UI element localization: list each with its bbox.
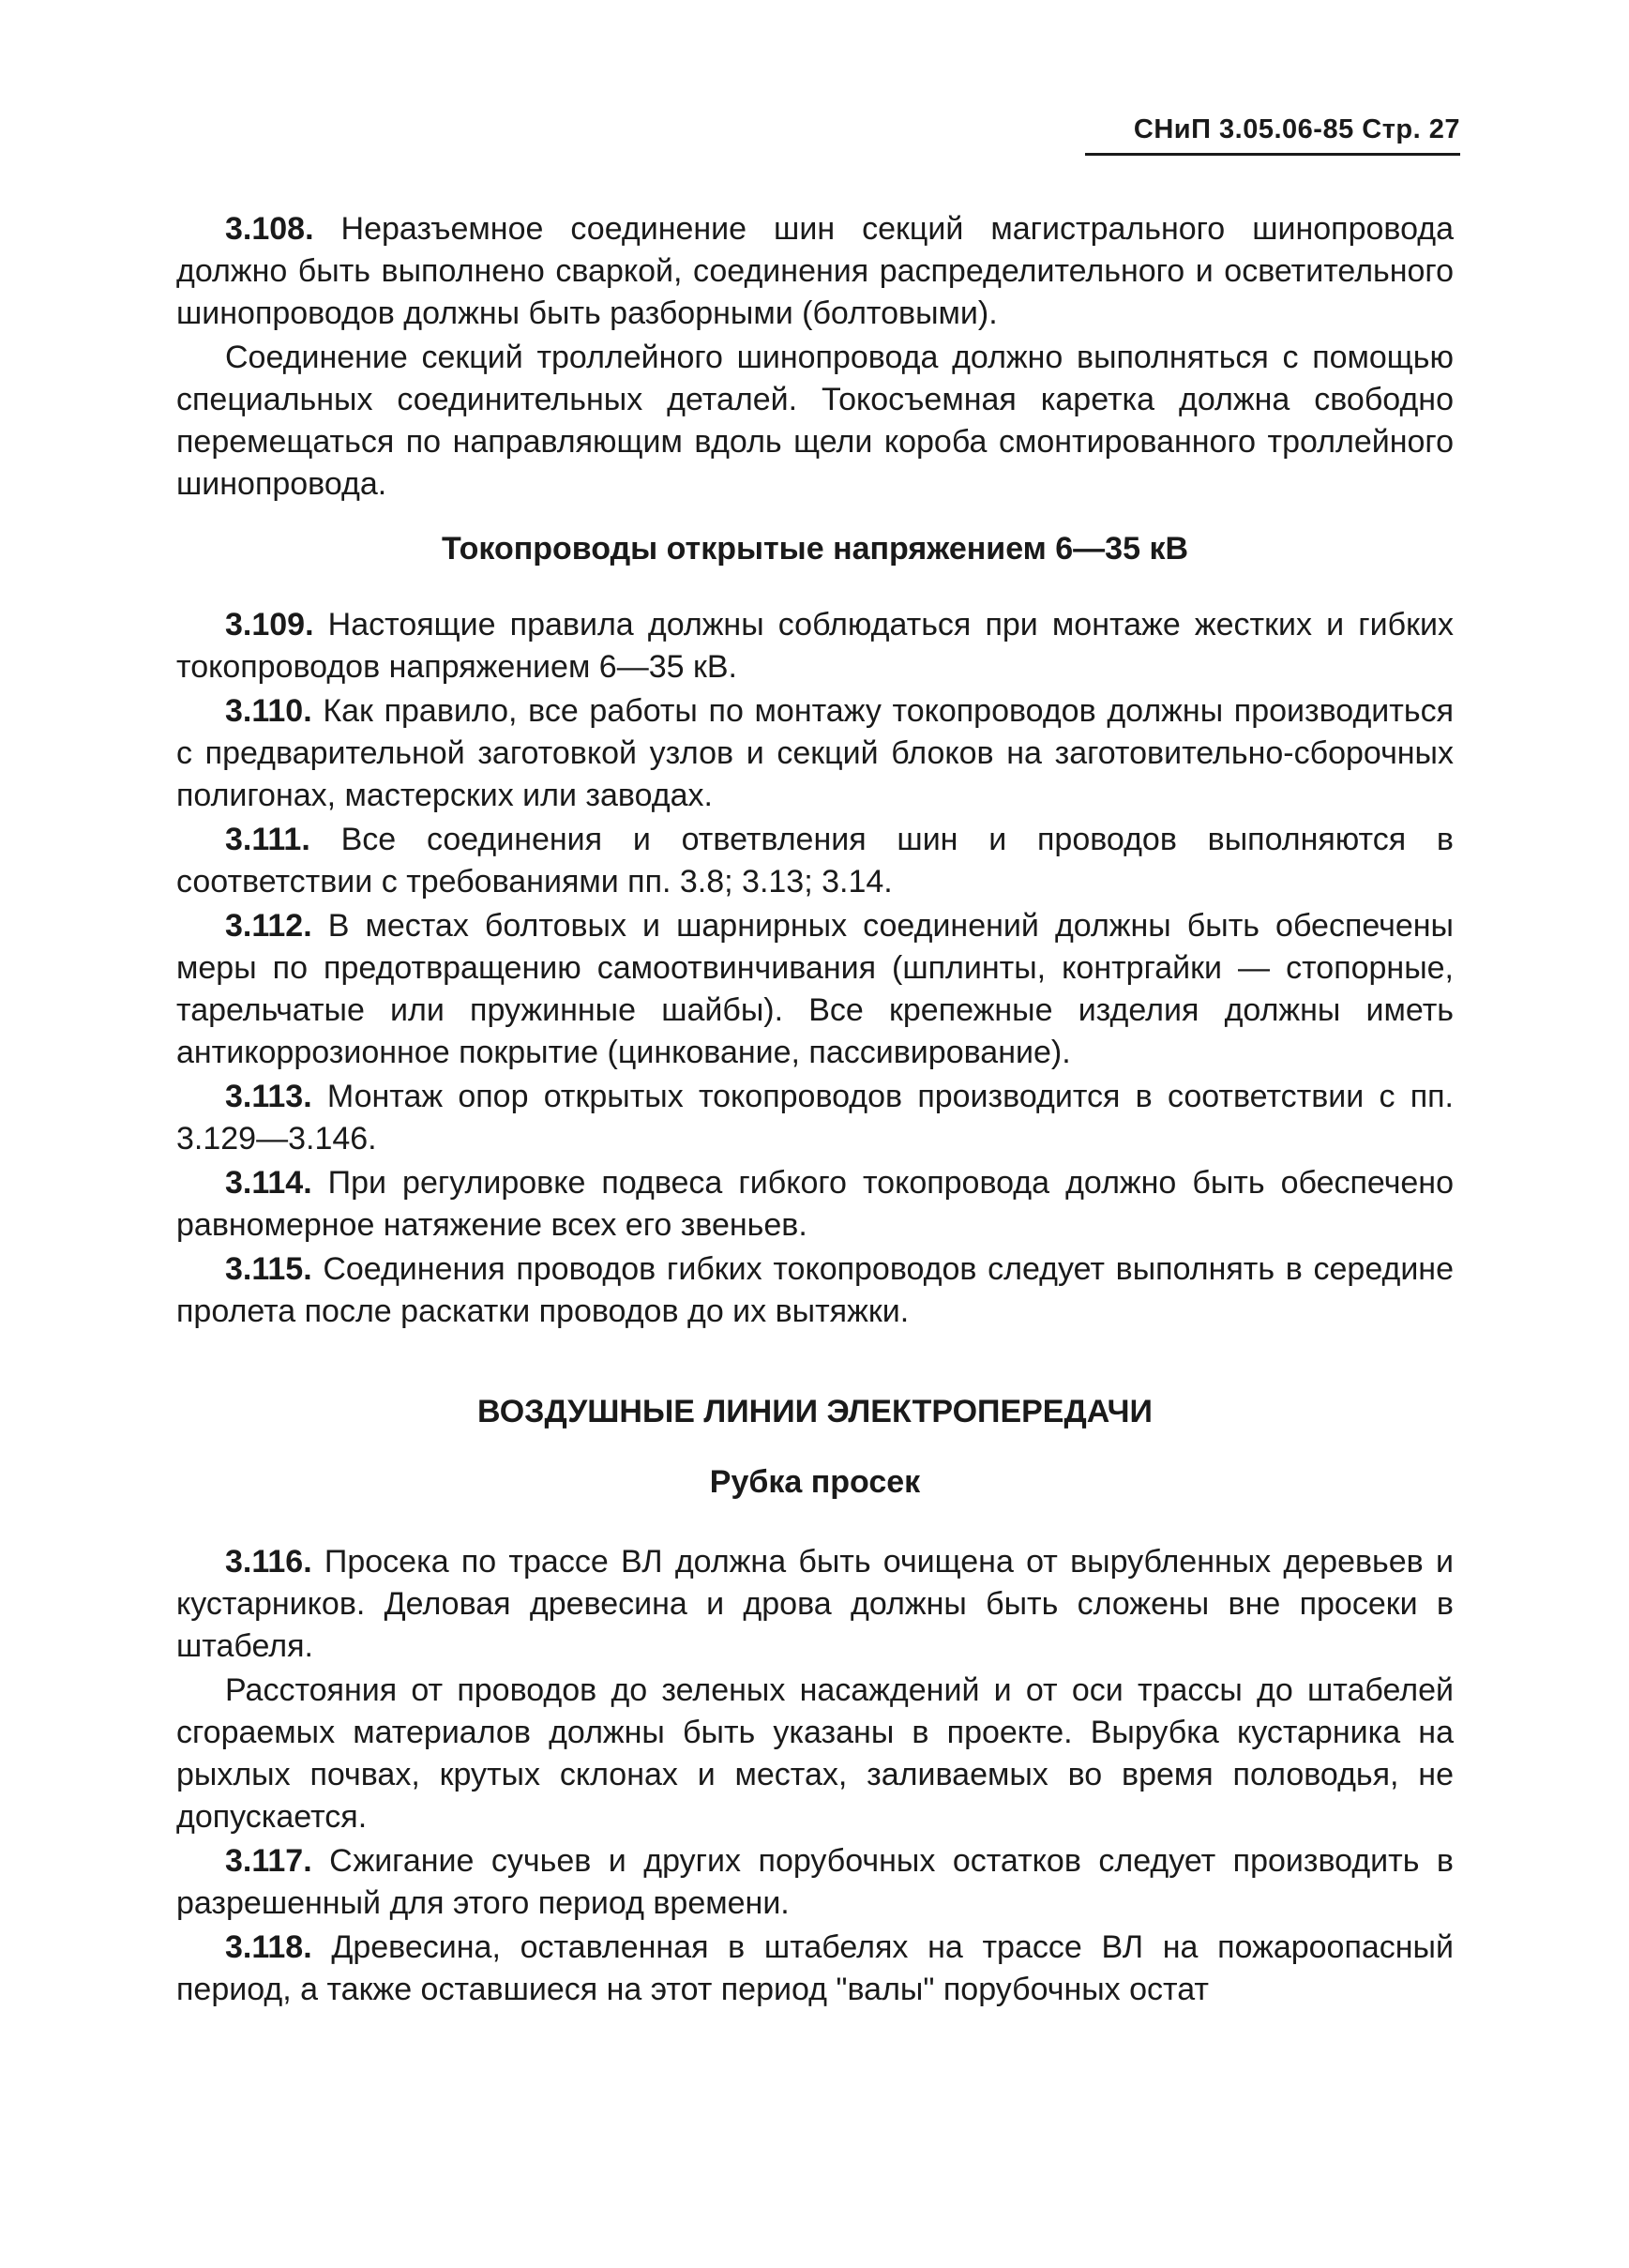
paragraph-text: Неразъемное соединение шин секций магистрального шинопровода должно быть выполнено сваркой, соединения распределительного и осветительного шинопроводов должны быть разборными (болтовыми).	[176, 211, 1454, 331]
clause-number: 3.113.	[225, 1079, 312, 1114]
page-header: СНиП 3.05.06-85 Стр. 27	[1085, 114, 1460, 156]
heading-overhead-lines: ВОЗДУШНЫЕ ЛИНИИ ЭЛЕКТРОПЕРЕДАЧИ	[477, 1394, 1153, 1429]
paragraph-text: Все соединения и ответвления шин и проводов выполняются в соответствии с требованиями пп. 3.8; 3.13; 3.14.	[176, 822, 1454, 900]
paragraph-3-114	[176, 1162, 1454, 1247]
paragraph-3-118	[176, 1927, 1454, 2011]
paragraph-3-115	[176, 1248, 1454, 1333]
clause-number: 3.115.	[225, 1251, 312, 1287]
paragraph-text: Соединения проводов гибких токопроводов следует выполнять в середине пролета после раскатки проводов до их вытяжки.	[176, 1251, 1454, 1329]
paragraph-trolley-busbar	[176, 337, 1454, 506]
paragraph-3-116	[176, 1541, 1454, 1668]
clause-number: 3.112.	[225, 908, 312, 944]
paragraph-text: Как правило, все работы по монтажу токопроводов должны производиться с предварительной заготовкой узлов и секций блоков на заготовительно-сборочных полигонах, мастерских или заводах.	[176, 693, 1454, 813]
paragraph-text: Настоящие правила должны соблюдаться при монтаже жестких и гибких токопроводов напряжением 6—35 кВ.	[176, 607, 1454, 685]
clause-number: 3.116.	[225, 1544, 312, 1580]
paragraph-3-113	[176, 1076, 1454, 1160]
clause-number: 3.114.	[225, 1165, 312, 1201]
paragraph-3-117	[176, 1840, 1454, 1925]
paragraph-3-111	[176, 819, 1454, 903]
paragraph-text: Соединение секций троллейного шинопровода должно выполняться с помощью специальных соединительных деталей. Токосъемная каретка должна свободно перемещаться по направляющим вдоль щели короба смонтированного троллейного шинопровода.	[176, 340, 1454, 502]
paragraph-3-108	[176, 208, 1454, 335]
paragraph-text: Просека по трассе ВЛ должна быть очищена от вырубленных деревьев и кустарников. Деловая древесина и дрова должны быть сложены вне просеки в штабеля.	[176, 1544, 1454, 1664]
paragraph-text: Древесина, оставленная в штабелях на трассе ВЛ на пожароопасный период, а также оставшиеся на этот период "валы" порубочных остат	[176, 1929, 1454, 2007]
paragraph-text: Сжигание сучьев и других порубочных остатков следует производить в разрешенный для этого период времени.	[176, 1843, 1454, 1921]
paragraph-text: В местах болтовых и шарнирных соединений должны быть обеспечены меры по предотвращению самоотвинчивания (шплинты, контргайки — стопорные, тарельчатые или пружинные шайбы). Все крепежные изделия должны иметь антикоррозионное покрытие (цинкование, пассивирование).	[176, 908, 1454, 1070]
document-body	[176, 208, 1454, 2013]
clause-number: 3.118.	[225, 1929, 312, 1965]
paragraph-text: Монтаж опор открытых токопроводов производится в соответствии с пп. 3.129—3.146.	[176, 1079, 1454, 1157]
paragraph-3-112	[176, 905, 1454, 1074]
paragraph-text: При регулировке подвеса гибкого токопровода должно быть обеспечено равномерное натяжение всех его звеньев.	[176, 1165, 1454, 1243]
paragraph-3-110	[176, 690, 1454, 817]
paragraph-distances	[176, 1670, 1454, 1838]
paragraph-3-109	[176, 604, 1454, 688]
heading-clearing: Рубка просек	[709, 1464, 921, 1500]
clause-number: 3.109.	[225, 607, 314, 643]
clause-number: 3.110.	[225, 693, 312, 729]
clause-number: 3.117.	[225, 1843, 312, 1879]
heading-open-busbars: Токопроводы открытые напряжением 6—35 кВ	[441, 531, 1189, 567]
clause-number: 3.111.	[225, 822, 310, 857]
paragraph-text: Расстояния от проводов до зеленых насаждений и от оси трассы до штабелей сгораемых материалов должны быть указаны в проекте. Вырубка кустарника на рыхлых почвах, крутых склонах и местах, заливаемых во время половодья, не допускается.	[176, 1672, 1454, 1835]
clause-number: 3.108.	[225, 211, 314, 247]
